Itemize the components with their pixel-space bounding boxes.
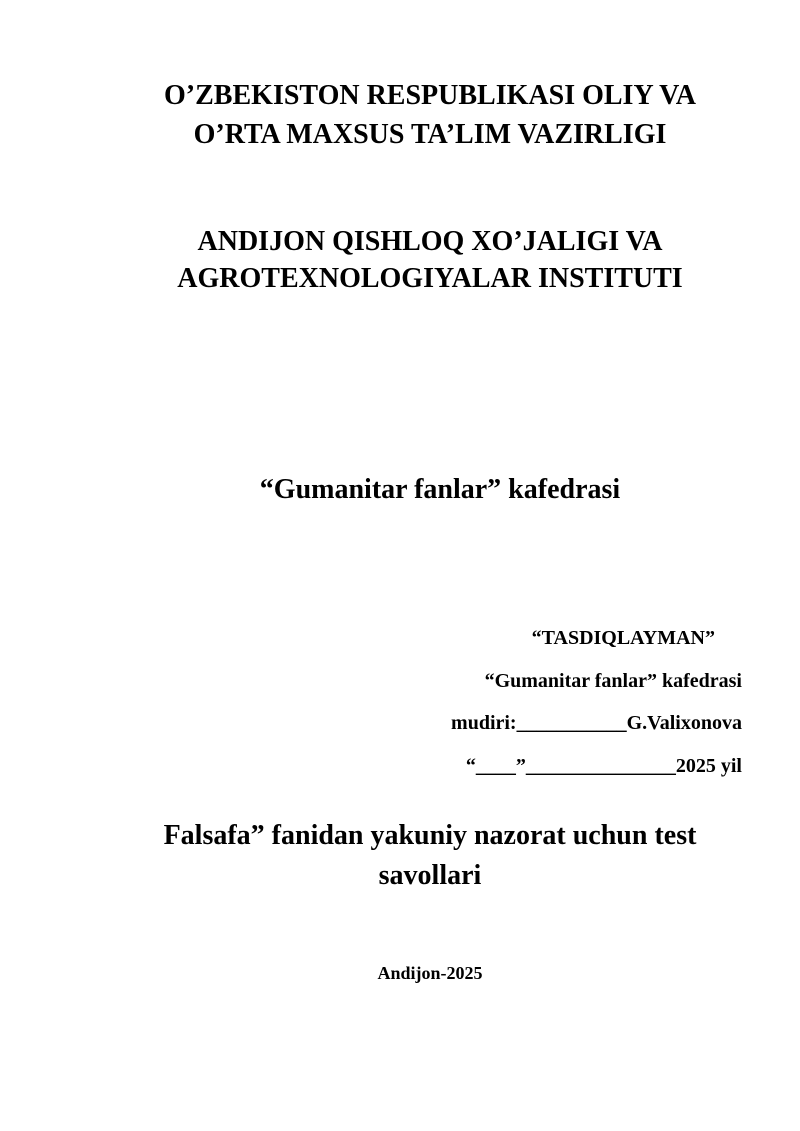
document-title-line-1: Falsafa” fanidan yakuniy nazorat uchun test: [163, 820, 697, 851]
department-title: “Gumanitar fanlar” kafedrasi: [259, 474, 621, 505]
approval-date: “____”_______________2025 yil: [465, 755, 742, 777]
approval-heading: “TASDIQLAYMAN”: [531, 627, 715, 649]
approval-department: “Gumanitar fanlar” kafedrasi: [484, 670, 742, 692]
place-year: Andijon-2025: [377, 963, 483, 983]
institute-line-2: AGROTEXNOLOGIYALAR INSTITUTI: [177, 263, 683, 294]
approval-head-signature: mudiri:___________G.Valixonova: [451, 712, 742, 734]
document-title-line-2: savollari: [378, 860, 482, 891]
ministry-line-2: O’RTA MAXSUS TA’LIM VAZIRLIGI: [193, 119, 667, 150]
institute-line-1: ANDIJON QISHLOQ XO’JALIGI VA: [197, 226, 663, 257]
ministry-line-1: O’ZBEKISTON RESPUBLIKASI OLIY VA: [164, 80, 696, 111]
